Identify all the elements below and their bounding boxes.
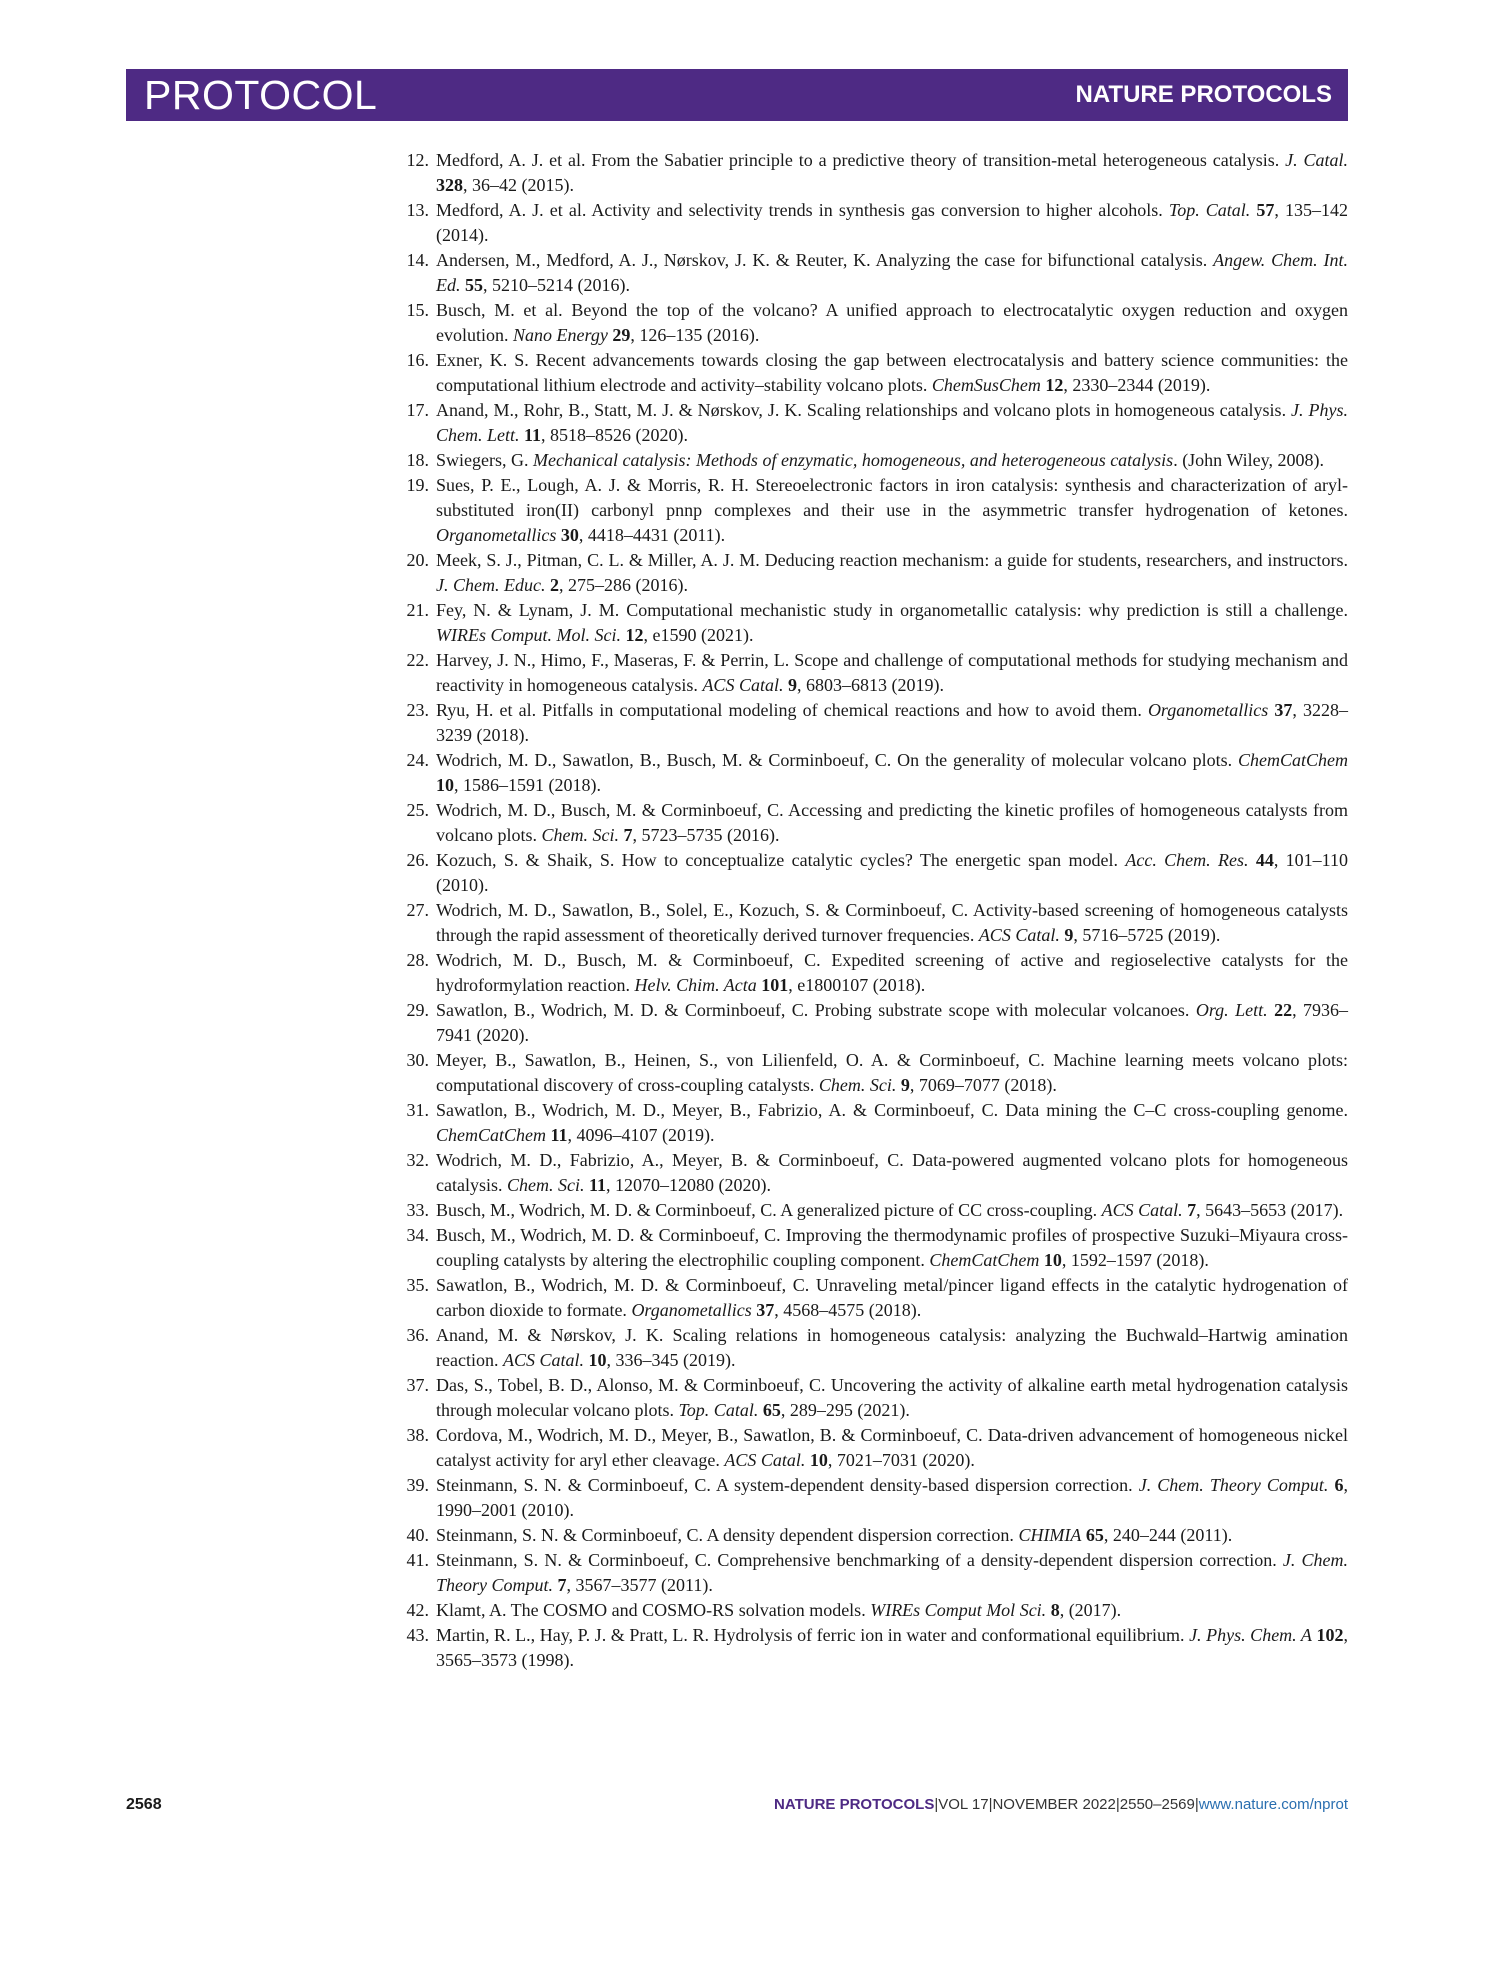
reference-number: 18. <box>406 450 429 470</box>
reference-volume: 12 <box>625 625 644 645</box>
reference-text: Wodrich, M. D., Busch, M. & Corminboeuf, C. Expedited screening of active and regioselective catalysts for the hydroformylation reaction. <box>436 950 1348 995</box>
reference-text: Anand, M. & Nørskov, J. K. Scaling relations in homogeneous catalysis: analyzing the Buchwald–Hartwig amination reaction. <box>436 1325 1348 1370</box>
footer-date: NOVEMBER 2022 <box>992 1796 1116 1813</box>
footer-url-link[interactable]: www.nature.com/nprot <box>1198 1796 1348 1813</box>
reference-item <box>395 1198 1348 1223</box>
reference-text: Fey, N. & Lynam, J. M. Computational mechanistic study in organometallic catalysis: why prediction is still a challenge. <box>436 600 1348 620</box>
reference-journal: J. Phys. Chem. A <box>1189 1625 1312 1645</box>
reference-number: 41. <box>406 1550 429 1570</box>
reference-volume: 8 <box>1050 1600 1060 1620</box>
reference-journal: ChemCatChem <box>1238 750 1348 770</box>
reference-text: Andersen, M., Medford, A. J., Nørskov, J. K. & Reuter, K. Analyzing the case for bifunctional catalysis. <box>436 250 1214 270</box>
reference-journal: Chem. Sci. <box>506 1175 585 1195</box>
reference-text: Exner, K. S. Recent advancements towards closing the gap between electrocatalysis and battery science communities: the computational lithium electrode and activity–stability volcano plots. <box>436 350 1348 395</box>
reference-volume: 10 <box>809 1450 828 1470</box>
reference-text: , (2017). <box>1059 1600 1122 1620</box>
section-label: PROTOCOL <box>144 72 378 118</box>
reference-text: . (John Wiley, 2008). <box>1173 450 1324 470</box>
reference-volume: 2 <box>549 575 559 595</box>
reference-text: , 275–286 (2016). <box>558 575 688 595</box>
reference-volume: 9 <box>1064 925 1074 945</box>
reference-volume: 11 <box>550 1125 568 1145</box>
footer-journal: NATURE PROTOCOLS <box>774 1796 935 1813</box>
reference-number: 15. <box>406 300 429 320</box>
reference-number: 16. <box>406 350 429 370</box>
reference-text: Busch, M., Wodrich, M. D. & Corminboeuf, C. A generalized picture of CC cross-coupling. <box>436 1200 1102 1220</box>
reference-text: Anand, M., Rohr, B., Statt, M. J. & Nørskov, J. K. Scaling relationships and volcano plots in homogeneous catalysis. <box>436 400 1292 420</box>
reference-number: 28. <box>406 950 429 970</box>
reference-text: Kozuch, S. & Shaik, S. How to conceptualize catalytic cycles? The energetic span model. <box>436 850 1126 870</box>
reference-text: Harvey, J. N., Himo, F., Maseras, F. & Perrin, L. Scope and challenge of computational methods for studying mechanism and reactivity in homogeneous catalysis. <box>436 650 1348 695</box>
footer-separator: | <box>1115 1796 1120 1813</box>
reference-volume: 9 <box>900 1075 910 1095</box>
reference-text: , 1990–2001 (2010). <box>436 1475 1349 1520</box>
reference-text: Meyer, B., Sawatlon, B., Heinen, S., von Lilienfeld, O. A. & Corminboeuf, C. Machine learning meets volcano plots: computational discovery of cross-coupling catalysts. <box>436 1050 1348 1095</box>
reference-volume: 7 <box>623 825 633 845</box>
reference-text: , e1590 (2021). <box>643 625 754 645</box>
reference-text: , 8518–8526 (2020). <box>541 425 689 445</box>
reference-text: Wodrich, M. D., Sawatlon, B., Solel, E., Kozuch, S. & Corminboeuf, C. Activity-based screening of homogeneous catalysts through the rapid assessment of theoretically derived turnover frequencies. <box>436 900 1348 945</box>
reference-text: , 135–142 (2014). <box>436 200 1348 245</box>
reference-number: 23. <box>406 700 429 720</box>
reference-item <box>395 848 1348 898</box>
reference-list <box>395 148 1348 1673</box>
reference-volume: 55 <box>465 275 483 295</box>
reference-volume: 11 <box>588 1175 606 1195</box>
reference-text: , 6803–6813 (2019). <box>796 675 944 695</box>
reference-journal: ACS Catal. <box>1101 1200 1183 1220</box>
reference-volume: 10 <box>1043 1250 1062 1270</box>
reference-number: 38. <box>406 1425 429 1445</box>
reference-journal: ChemCatChem <box>436 1125 546 1145</box>
reference-text: Cordova, M., Wodrich, M. D., Meyer, B., Sawatlon, B. & Corminboeuf, C. Data-driven advancement of homogeneous nickel catalyst activity for aryl ether cleavage. <box>436 1425 1348 1470</box>
reference-item <box>395 948 1348 998</box>
reference-number: 17. <box>406 400 429 420</box>
reference-number: 27. <box>406 900 429 920</box>
reference-text: Steinmann, S. N. & Corminboeuf, C. Comprehensive benchmarking of a density-dependent dispersion correction. <box>436 1550 1283 1570</box>
reference-number: 43. <box>406 1625 429 1645</box>
reference-text: , 3228–3239 (2018). <box>436 700 1349 745</box>
reference-journal: Angew. Chem. Int. Ed. <box>436 250 1348 295</box>
reference-number: 22. <box>406 650 429 670</box>
reference-number: 34. <box>406 1225 429 1245</box>
reference-text: Sawatlon, B., Wodrich, M. D., Meyer, B., Fabrizio, A. & Corminboeuf, C. Data mining the C–C cross-coupling genome. <box>436 1100 1348 1120</box>
header-banner <box>126 69 1348 121</box>
reference-journal: Organometallics <box>1147 700 1269 720</box>
reference-item <box>395 1273 1348 1323</box>
reference-volume: 22 <box>1274 1000 1293 1020</box>
reference-text: Wodrich, M. D., Busch, M. & Corminboeuf, C. Accessing and predicting the kinetic profiles of homogeneous catalysts from volcano plots. <box>436 800 1348 845</box>
reference-volume: 102 <box>1316 1625 1344 1645</box>
reference-journal: ACS Catal. <box>502 1350 584 1370</box>
reference-journal: Organometallics <box>436 525 557 545</box>
reference-volume: 65 <box>762 1400 781 1420</box>
reference-text: Wodrich, M. D., Fabrizio, A., Meyer, B. & Corminboeuf, C. Data-powered augmented volcano plots for homogeneous catalysis. <box>436 1150 1348 1195</box>
reference-journal: Chem. Sci. <box>818 1075 897 1095</box>
reference-text: Sawatlon, B., Wodrich, M. D. & Corminboeuf, C. Unraveling metal/pincer ligand effects in the catalytic hydrogenation of carbon dioxide to formate. <box>436 1275 1348 1320</box>
reference-journal: Top. Catal. <box>678 1400 759 1420</box>
reference-item <box>395 998 1348 1048</box>
reference-number: 24. <box>406 750 429 770</box>
reference-text: , 101–110 (2010). <box>436 850 1348 895</box>
footer-separator: | <box>1194 1796 1199 1813</box>
reference-journal: Mechanical catalysis: Methods of enzymatic, homogeneous, and heterogeneous catalysis <box>533 450 1174 470</box>
reference-text: Ryu, H. et al. Pitfalls in computational modeling of chemical reactions and how to avoid them. <box>436 700 1148 720</box>
reference-text: , 2330–2344 (2019). <box>1063 375 1211 395</box>
reference-volume: 65 <box>1085 1525 1104 1545</box>
reference-number: 13. <box>406 200 429 220</box>
reference-text: Sues, P. E., Lough, A. J. & Morris, R. H. Stereoelectronic factors in iron catalysis: synthesis and characterization of aryl-substituted iron(II) carbonyl pnnp complexes and their use in the asymmetric transfer hydrogenation of ketones. <box>436 475 1348 520</box>
reference-journal: J. Chem. Theory Comput. <box>1138 1475 1329 1495</box>
reference-text: Medford, A. J. et al. Activity and selectivity trends in synthesis gas conversion to higher alcohols. <box>436 200 1169 220</box>
reference-volume: 9 <box>787 675 797 695</box>
reference-volume: 10 <box>588 1350 607 1370</box>
reference-text: , 3565–3573 (1998). <box>436 1625 1348 1670</box>
reference-item <box>395 598 1348 648</box>
reference-volume: 7 <box>557 1575 567 1595</box>
reference-text: , 5723–5735 (2016). <box>632 825 780 845</box>
reference-text: , 4096–4107 (2019). <box>567 1125 715 1145</box>
reference-text: , 5210–5214 (2016). <box>483 275 630 295</box>
reference-journal: J. Chem. Educ. <box>436 575 546 595</box>
footer-pages: 2550–2569 <box>1119 1796 1195 1813</box>
reference-item <box>395 348 1348 398</box>
reference-text: , 7021–7031 (2020). <box>827 1450 975 1470</box>
reference-item <box>395 1423 1348 1473</box>
reference-item <box>395 1098 1348 1148</box>
reference-item <box>395 648 1348 698</box>
reference-item <box>395 898 1348 948</box>
reference-item <box>395 1623 1348 1673</box>
reference-item <box>395 1548 1348 1598</box>
reference-number: 31. <box>406 1100 429 1120</box>
reference-volume: 57 <box>1256 200 1275 220</box>
reference-volume: 12 <box>1045 375 1064 395</box>
reference-item <box>395 1473 1348 1523</box>
reference-text: , 12070–12080 (2020). <box>605 1175 771 1195</box>
reference-journal: ACS Catal. <box>724 1450 806 1470</box>
reference-number: 21. <box>406 600 429 620</box>
reference-journal: Organometallics <box>631 1300 752 1320</box>
reference-text: , 336–345 (2019). <box>606 1350 736 1370</box>
reference-number: 30. <box>406 1050 429 1070</box>
reference-text: , 7069–7077 (2018). <box>909 1075 1057 1095</box>
reference-text: , 289–295 (2021). <box>780 1400 910 1420</box>
reference-item <box>395 698 1348 748</box>
reference-volume: 10 <box>436 775 454 795</box>
reference-volume: 328 <box>436 175 463 195</box>
reference-text: , 4568–4575 (2018). <box>774 1300 922 1320</box>
reference-number: 20. <box>406 550 429 570</box>
reference-journal: WIREs Comput. Mol. Sci. <box>436 625 621 645</box>
reference-number: 19. <box>406 475 429 495</box>
page-number: 2568 <box>126 1796 162 1813</box>
reference-number: 29. <box>406 1000 429 1020</box>
reference-journal: Org. Lett. <box>1195 1000 1268 1020</box>
reference-number: 42. <box>406 1600 429 1620</box>
reference-text: , e1800107 (2018). <box>788 975 926 995</box>
reference-text: Busch, M., Wodrich, M. D. & Corminboeuf, C. Improving the thermodynamic profiles of prospective Suzuki–Miyaura cross-coupling catalysts by altering the electrophilic coupling component. <box>436 1225 1348 1270</box>
reference-item <box>395 1148 1348 1198</box>
reference-text: Klamt, A. The COSMO and COSMO-RS solvation models. <box>436 1600 871 1620</box>
reference-text: Steinmann, S. N. & Corminboeuf, C. A density dependent dispersion correction. <box>436 1525 1019 1545</box>
journal-name: NATURE PROTOCOLS <box>1075 81 1332 108</box>
reference-item <box>395 1373 1348 1423</box>
reference-journal: J. Catal. <box>1285 150 1348 170</box>
reference-item <box>395 473 1348 548</box>
reference-text: Medford, A. J. et al. From the Sabatier principle to a predictive theory of transition-metal heterogeneous catalysis. <box>436 150 1286 170</box>
reference-text: Sawatlon, B., Wodrich, M. D. & Corminboeuf, C. Probing substrate scope with molecular volcanoes. <box>436 1000 1196 1020</box>
reference-text <box>1248 850 1255 870</box>
reference-volume: 37 <box>1274 700 1293 720</box>
reference-text: , 1592–1597 (2018). <box>1061 1250 1209 1270</box>
reference-item <box>395 398 1348 448</box>
reference-number: 32. <box>406 1150 429 1170</box>
reference-journal: J. Phys. Chem. Lett. <box>436 400 1348 445</box>
reference-journal: Nano Energy <box>513 325 608 345</box>
reference-number: 12. <box>406 150 429 170</box>
reference-item <box>395 448 1348 473</box>
reference-number: 14. <box>406 250 429 270</box>
footer-volume: VOL 17 <box>938 1796 989 1813</box>
footer-citation <box>774 1796 1348 1813</box>
reference-text: Busch, M. et al. Beyond the top of the volcano? A unified approach to electrocatalytic oxygen reduction and oxygen evolution. <box>436 300 1348 345</box>
reference-number: 33. <box>406 1200 429 1220</box>
reference-volume: 6 <box>1334 1475 1344 1495</box>
reference-text: , 5716–5725 (2019). <box>1073 925 1221 945</box>
reference-journal: CHIMIA <box>1018 1525 1082 1545</box>
reference-journal: ChemSusChem <box>931 375 1041 395</box>
reference-text: Martin, R. L., Hay, P. J. & Pratt, L. R. Hydrolysis of ferric ion in water and conformational equilibrium. <box>436 1625 1190 1645</box>
reference-text: Meek, S. J., Pitman, C. L. & Miller, A. J. M. Deducing reaction mechanism: a guide for students, researchers, and instructors. <box>436 550 1348 570</box>
reference-number: 39. <box>406 1475 429 1495</box>
reference-journal: WIREs Comput Mol Sci. <box>870 1600 1047 1620</box>
reference-number: 40. <box>406 1525 429 1545</box>
reference-text: , 7936–7941 (2020). <box>436 1000 1349 1045</box>
reference-text: , 240–244 (2011). <box>1103 1525 1233 1545</box>
reference-journal: ChemCatChem <box>929 1250 1040 1270</box>
reference-item <box>395 148 1348 198</box>
reference-text: , 36–42 (2015). <box>463 175 574 195</box>
reference-volume: 37 <box>756 1300 775 1320</box>
reference-volume: 44 <box>1255 850 1274 870</box>
reference-journal: ACS Catal. <box>702 675 784 695</box>
reference-text: , 4418–4431 (2011). <box>578 525 726 545</box>
reference-text: Steinmann, S. N. & Corminboeuf, C. A system-dependent density-based dispersion correction. <box>436 1475 1139 1495</box>
reference-item <box>395 1523 1348 1548</box>
reference-text: Das, S., Tobel, B. D., Alonso, M. & Corminboeuf, C. Uncovering the activity of alkaline earth metal hydrogenation catalysis through molecular volcano plots. <box>436 1375 1348 1420</box>
reference-journal: Acc. Chem. Res. <box>1125 850 1249 870</box>
reference-journal: J. Chem. Theory Comput. <box>436 1550 1348 1595</box>
reference-volume: 29 <box>612 325 631 345</box>
reference-text: Wodrich, M. D., Sawatlon, B., Busch, M. & Corminboeuf, C. On the generality of molecular volcano plots. <box>436 750 1238 770</box>
reference-volume: 30 <box>560 525 579 545</box>
reference-item <box>395 748 1348 798</box>
reference-text: , 1586–1591 (2018). <box>454 775 601 795</box>
reference-item <box>395 548 1348 598</box>
reference-text: , 5643–5653 (2017). <box>1196 1200 1344 1220</box>
footer-separator: | <box>934 1796 939 1813</box>
reference-journal: ACS Catal. <box>978 925 1060 945</box>
reference-journal: Helv. Chim. Acta <box>634 975 757 995</box>
reference-text: , 3567–3577 (2011). <box>566 1575 713 1595</box>
reference-text: Swiegers, G. <box>436 450 533 470</box>
reference-number: 36. <box>406 1325 429 1345</box>
footer-separator: | <box>988 1796 993 1813</box>
reference-number: 25. <box>406 800 429 820</box>
reference-item <box>395 1598 1348 1623</box>
reference-item <box>395 198 1348 248</box>
reference-volume: 101 <box>761 975 789 995</box>
reference-item <box>395 1323 1348 1373</box>
reference-volume: 7 <box>1187 1200 1197 1220</box>
reference-journal: Chem. Sci. <box>541 825 619 845</box>
reference-item <box>395 1048 1348 1098</box>
reference-item <box>395 248 1348 298</box>
reference-number: 26. <box>406 850 429 870</box>
reference-number: 37. <box>406 1375 429 1395</box>
reference-item <box>395 1223 1348 1273</box>
reference-volume: 11 <box>524 425 542 445</box>
reference-item <box>395 798 1348 848</box>
reference-journal: Top. Catal. <box>1168 200 1251 220</box>
reference-text: , 126–135 (2016). <box>630 325 760 345</box>
reference-number: 35. <box>406 1275 429 1295</box>
reference-item <box>395 298 1348 348</box>
